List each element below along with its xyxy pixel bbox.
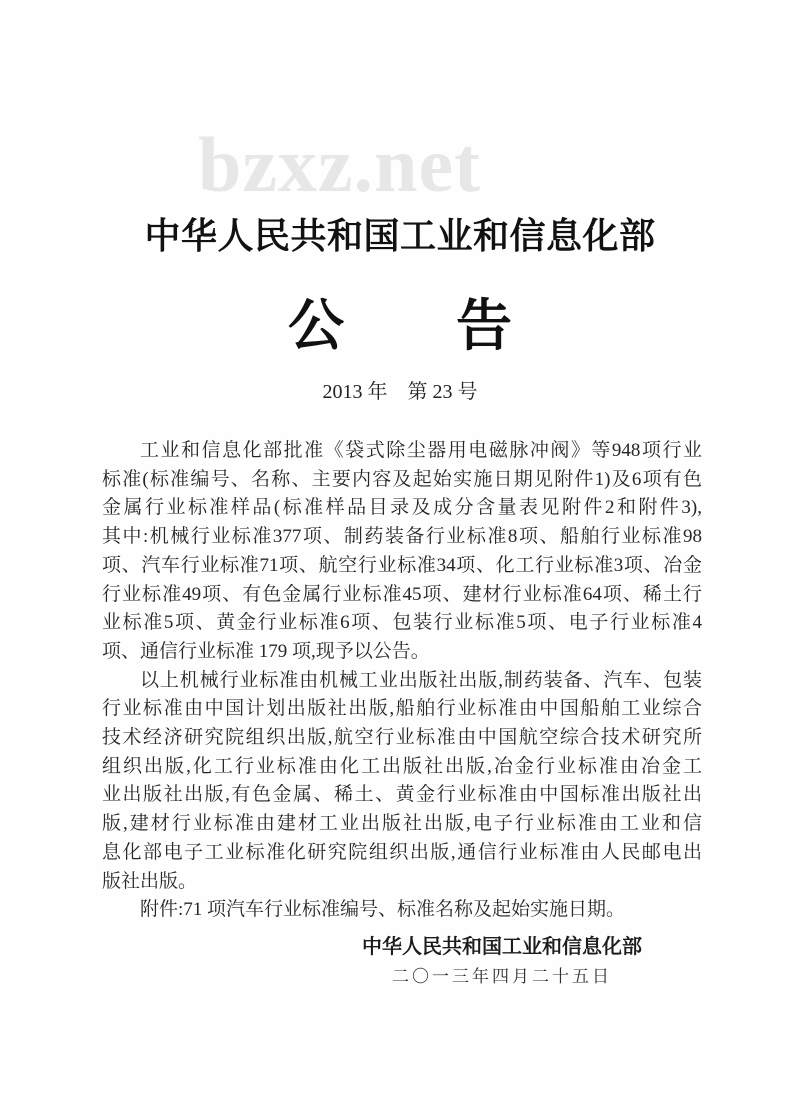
body-line: 项、汽车行业标准71项、航空行业标准34项、化工行业标准3项、冶金 [102,554,702,576]
body-line: 金属行业标准样品(标准样品目录及成分含量表见附件2和附件3), [102,497,702,519]
body-line: 业标准5项、黄金行业标准6项、包装行业标准5项、电子行业标准4 [102,612,702,634]
watermark: bzxz.net [198,121,482,208]
body-line: 项、通信行业标准 179 项,现予以公告。 [102,640,430,662]
ministry-title: 中华人民共和国工业和信息化部 [144,216,656,256]
body-line: 其中:机械行业标准377项、制药装备行业标准8项、船舶行业标准98 [102,526,702,548]
announcement-title: 公 告 [288,296,512,358]
body-line: 标准(标准编号、名称、主要内容及起始实施日期见附件1)及6项有色 [102,468,702,490]
body-line: 工业和信息化部批准《袋式除尘器用电磁脉冲阀》等948项行业 [140,440,702,461]
body-line: 息化部电子工业标准化研究院组织出版,通信行业标准由人民邮电出 [102,841,702,863]
document-body [102,437,702,925]
issuer-name: 中华人民共和国工业和信息化部 [362,935,642,958]
body-line: 以上机械行业标准由机械工业出版社出版,制药装备、汽车、包装 [140,669,702,691]
body-line: 版,建材行业标准由建材工业出版社出版,电子行业标准由工业和信 [102,813,702,835]
body-line: 行业标准由中国计划出版社出版,船舶行业标准由中国船舶工业综合 [102,698,702,720]
signature-block [362,933,642,991]
body-line: 版社出版。 [102,870,198,892]
issue-date: 二〇一三年四月二十五日 [392,966,612,986]
body-line: 行业标准49项、有色金属行业标准45项、建材行业标准64项、稀土行 [102,583,702,605]
body-line: 组织出版,化工行业标准由化工出版社出版,冶金行业标准由冶金工 [102,755,702,777]
attachment-note: 附件:71 项汽车行业标准编号、标准名称及起始实施日期。 [140,899,626,921]
issue-number: 2013 年 第 23 号 [322,381,478,403]
body-line: 技术经济研究院组织出版,航空行业标准由中国航空综合技术研究所 [102,727,702,749]
body-line: 业出版社出版,有色金属、稀土、黄金行业标准由中国标准出版社出 [102,784,702,806]
